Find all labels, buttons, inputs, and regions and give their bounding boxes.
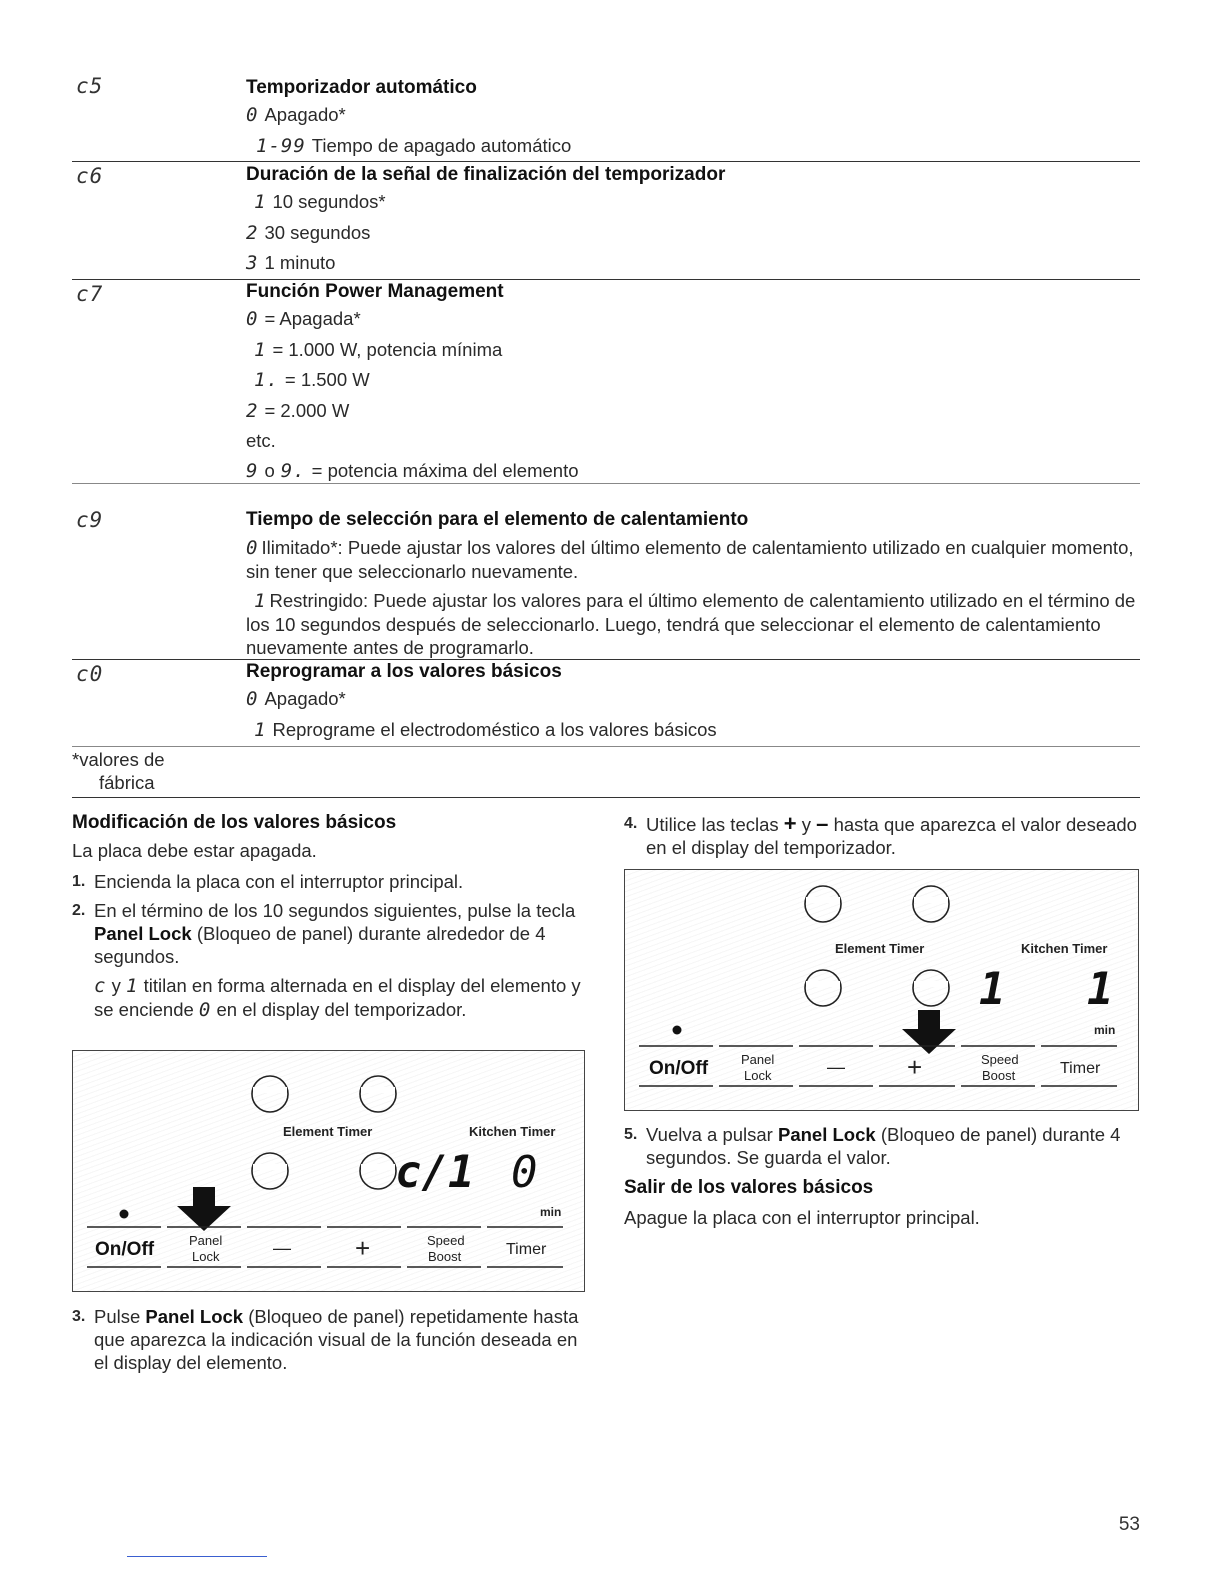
segment-value: 0 <box>198 999 212 1021</box>
min-label: min <box>1094 1023 1116 1037</box>
right-column-bottom <box>624 1123 1140 1229</box>
step-2-sub <box>94 974 592 1022</box>
plus-key-label: + <box>907 1052 923 1082</box>
table-divider <box>72 746 1140 747</box>
step-bold: Panel Lock <box>145 1306 244 1327</box>
setting-option <box>246 248 1140 279</box>
step-text: Utilice las teclas <box>646 814 779 835</box>
setting-option <box>246 218 1140 249</box>
setting-title: Temporizador automático <box>246 77 477 98</box>
minus-key-label: — <box>273 1238 291 1258</box>
plus-symbol: + <box>783 811 797 836</box>
segment-value: 1-99 <box>256 134 306 157</box>
step-text: (Bloqueo de panel) durante alrededor de 4 segundos. <box>94 923 546 967</box>
segment-value: 0 <box>246 688 259 710</box>
timer-display: 0 <box>511 1147 538 1198</box>
setting-code-c7: c7 <box>76 282 104 306</box>
step-text: Pulse <box>94 1306 141 1327</box>
minus-symbol: – <box>816 811 829 836</box>
option-text: = 2.000 W <box>264 399 350 421</box>
setting-option <box>254 335 1140 366</box>
step-text: y <box>801 814 812 835</box>
setting-title: Reprogramar a los valores básicos <box>246 661 562 682</box>
setting-code-c0: c0 <box>76 662 104 686</box>
setting-c0 <box>246 660 1140 745</box>
setting-option <box>246 396 1140 427</box>
setting-option <box>254 365 1140 396</box>
intro-text: La placa debe estar apagada. <box>72 840 317 861</box>
step-1 <box>72 870 592 893</box>
option-text: Ilimitado*: Puede ajustar los valores del último elemento de calentamiento utilizado en cualquier momento, sin tener que seleccionarlo nuevamente. <box>246 537 1134 582</box>
section-heading: Salir de los valores básicos <box>624 1177 874 1198</box>
setting-code-c6: c6 <box>76 164 104 188</box>
option-text: = 1.500 W <box>284 369 370 390</box>
segment-value: c <box>94 975 107 997</box>
option-text: = Apagada* <box>264 308 361 329</box>
step-bold: Panel Lock <box>777 1124 876 1145</box>
segment-value: 1 <box>254 718 267 741</box>
setting-c5 <box>246 76 1140 161</box>
segment-value: 1 <box>125 975 139 997</box>
step-5 <box>624 1123 1140 1169</box>
option-text: etc. <box>246 430 276 451</box>
step-number: 5. <box>624 1126 638 1143</box>
element-indicator-circle <box>252 1153 288 1189</box>
element-display: c/1 <box>395 1147 475 1198</box>
segment-value: 9 <box>246 459 259 482</box>
step-text: En el término de los 10 segundos siguientes, pulse la tecla <box>94 900 576 921</box>
step-number: 2. <box>72 902 86 919</box>
element-indicator-circle <box>913 886 949 922</box>
element-indicator-circle <box>360 1153 396 1189</box>
control-panel-diagram-2 <box>624 869 1139 1111</box>
speed-key-label: Speed <box>427 1233 465 1248</box>
segment-value: 0 <box>246 537 259 559</box>
step-number: 1. <box>72 873 86 890</box>
step-text: Vuelva a pulsar <box>646 1124 773 1145</box>
segment-value: 0 <box>246 104 259 126</box>
setting-option <box>246 100 1140 131</box>
element-indicator-circle <box>360 1076 396 1112</box>
speed-key-label: Speed <box>981 1052 1019 1067</box>
setting-code-c5: c5 <box>76 74 104 98</box>
segment-value: 1 <box>254 590 267 612</box>
panel-2-graphic <box>625 870 1138 1110</box>
step-text: (Bloqueo de panel) durante 4 segundos. Se guarda el valor. <box>646 1124 1121 1168</box>
setting-option <box>246 536 1140 583</box>
setting-c7 <box>246 280 1140 486</box>
element-indicator-circle <box>805 886 841 922</box>
option-text: Apagado* <box>264 104 346 125</box>
element-indicator-circle <box>805 970 841 1006</box>
setting-c9 <box>246 508 1140 659</box>
step-3 <box>72 1305 592 1374</box>
timer-key-label: Timer <box>1060 1060 1101 1077</box>
footnote-line: fábrica <box>99 772 155 793</box>
minus-key-label: — <box>827 1057 845 1077</box>
setting-option <box>246 684 1140 715</box>
exit-text: Apague la placa con el interruptor principal. <box>624 1207 980 1228</box>
segment-value: 1. <box>254 369 279 391</box>
min-label: min <box>540 1205 562 1219</box>
segment-value: 9. <box>280 459 306 482</box>
element-display: 1 <box>979 964 1006 1015</box>
page-number: 53 <box>1118 1514 1140 1535</box>
element-indicator-circle <box>252 1076 288 1112</box>
table-divider <box>72 161 1140 162</box>
segment-value: 0 <box>246 308 259 330</box>
step-2 <box>72 899 592 1022</box>
option-text: Restringido: Puede ajustar los valores para el último elemento de calentamiento utilizado en el término de los 10 segundos después de seleccionarlo. Luego, tendrá que seleccionar el elemento de calentamiento nuevamente antes de programarlo. <box>246 590 1136 658</box>
option-text: = 1.000 W, potencia mínima <box>272 338 503 360</box>
option-text: Reprograme el electrodoméstico a los valores básicos <box>272 718 717 740</box>
timer-key-label: Timer <box>506 1241 547 1258</box>
option-text: 30 segundos <box>264 221 371 243</box>
decorative-line <box>127 1556 267 1557</box>
kitchen-timer-label: Kitchen Timer <box>1021 941 1108 956</box>
step-text: titilan en forma alternada en el display del elemento y se enciende <box>94 975 581 1020</box>
section-heading: Modificación de los valores básicos <box>72 812 397 833</box>
arrow-down-icon <box>902 1010 956 1054</box>
step-4 <box>624 812 1140 859</box>
setting-code-c9: c9 <box>76 508 104 532</box>
left-column <box>72 812 592 1028</box>
onoff-key-label: On/Off <box>95 1239 155 1260</box>
step-bold: Panel Lock <box>94 923 192 944</box>
panel-key-label: Panel <box>741 1052 775 1067</box>
setting-option <box>256 131 1140 162</box>
power-indicator-dot <box>120 1210 129 1219</box>
boost-key-label: Boost <box>428 1249 462 1264</box>
plus-key-label: + <box>355 1233 371 1263</box>
boost-key-label: Boost <box>982 1068 1016 1083</box>
onoff-key-label: On/Off <box>649 1058 709 1079</box>
control-panel-diagram-1 <box>72 1050 585 1292</box>
step-number: 3. <box>72 1308 86 1325</box>
segment-value: 1 <box>254 338 267 361</box>
setting-option <box>246 304 1140 335</box>
footnote-line: *valores de <box>72 749 165 770</box>
segment-value: 1 <box>254 191 267 213</box>
setting-title: Función Power Management <box>246 281 504 302</box>
segment-value: 2 <box>246 399 259 422</box>
setting-title: Duración de la señal de finalización del temporizador <box>246 164 726 185</box>
option-text: 1 minuto <box>264 252 336 273</box>
lock-key-label: Lock <box>744 1068 772 1083</box>
step-text: en el display del temporizador. <box>216 999 467 1020</box>
panel-1-graphic <box>73 1051 584 1291</box>
footnote <box>72 748 165 794</box>
setting-c6 <box>246 163 1140 279</box>
setting-option <box>254 715 1140 746</box>
setting-option <box>246 456 1140 487</box>
setting-title: Tiempo de selección para el elemento de calentamiento <box>246 509 749 530</box>
element-timer-label: Element Timer <box>835 941 925 956</box>
segment-value: 3 <box>246 252 259 274</box>
option-text: = potencia máxima del elemento <box>311 459 579 481</box>
step-text: y <box>111 975 121 996</box>
table-bottom-line <box>72 797 1140 798</box>
kitchen-timer-label: Kitchen Timer <box>469 1124 556 1139</box>
option-connector: o <box>264 459 275 481</box>
option-text: 10 segundos* <box>272 191 386 212</box>
setting-option <box>246 426 1140 456</box>
table-divider <box>72 483 1140 484</box>
option-text: Tiempo de apagado automático <box>311 134 572 156</box>
option-text: Apagado* <box>264 688 346 709</box>
left-column-step-3 <box>72 1305 592 1380</box>
element-indicator-circle <box>913 970 949 1006</box>
step-text: Encienda la placa con el interruptor principal. <box>94 871 464 892</box>
right-column <box>624 812 1140 865</box>
timer-display: 1 <box>1087 964 1114 1015</box>
lock-key-label: Lock <box>192 1249 220 1264</box>
panel-key-label: Panel <box>189 1233 223 1248</box>
setting-option <box>254 187 1140 218</box>
setting-option <box>246 589 1140 659</box>
step-text: (Bloqueo de panel) repetidamente hasta que aparezca la indicación visual de la función deseada en el display del elemento. <box>94 1306 579 1373</box>
step-number: 4. <box>624 815 638 832</box>
step-text: hasta que aparezca el valor deseado en el display del temporizador. <box>646 814 1137 858</box>
arrow-down-icon <box>177 1187 231 1231</box>
segment-value: 2 <box>246 221 259 244</box>
element-timer-label: Element Timer <box>283 1124 373 1139</box>
power-indicator-dot <box>673 1026 682 1035</box>
